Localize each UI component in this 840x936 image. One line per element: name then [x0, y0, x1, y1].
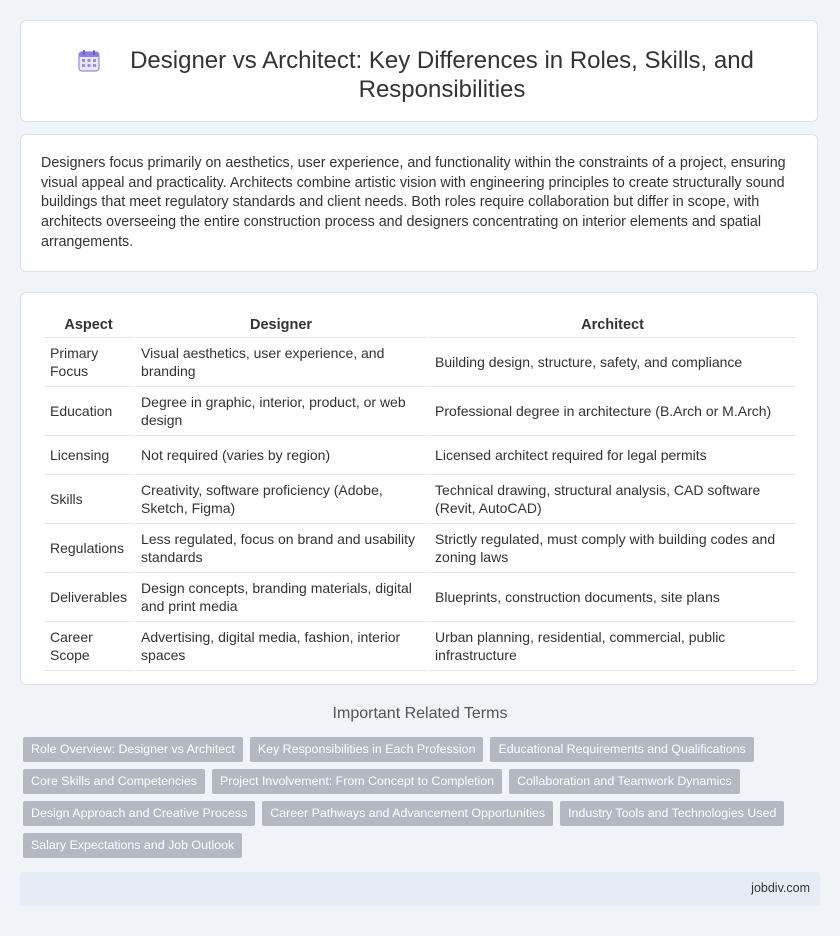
related-tag[interactable]: Career Pathways and Advancement Opportunities	[262, 801, 553, 826]
table-row	[44, 436, 796, 475]
related-terms-title: Important Related Terms	[332, 705, 508, 722]
cell-designer: Visual aesthetics, user experience, and branding	[135, 338, 427, 387]
header-architect: Architect	[429, 313, 796, 338]
related-tag[interactable]: Role Overview: Designer vs Architect	[23, 737, 243, 762]
table-row	[44, 338, 796, 387]
related-tag[interactable]: Project Involvement: From Concept to Completion	[212, 769, 502, 794]
cell-aspect: Skills	[44, 475, 133, 524]
related-tag[interactable]: Educational Requirements and Qualifications	[490, 737, 753, 762]
cell-designer: Degree in graphic, interior, product, or web design	[135, 387, 427, 436]
cell-designer: Less regulated, focus on brand and usability standards	[135, 524, 427, 573]
cell-architect: Licensed architect required for legal permits	[429, 436, 796, 475]
comparison-table	[42, 313, 798, 671]
related-tag[interactable]: Core Skills and Competencies	[23, 769, 205, 794]
cell-architect: Strictly regulated, must comply with building codes and zoning laws	[429, 524, 796, 573]
table-row	[44, 524, 796, 573]
header-card	[20, 20, 818, 122]
table-row	[44, 475, 796, 524]
cell-aspect: Career Scope	[44, 622, 133, 671]
comparison-card	[20, 292, 818, 685]
intro-card	[20, 134, 818, 272]
related-tag[interactable]: Key Responsibilities in Each Profession	[250, 737, 484, 762]
cell-aspect: Primary Focus	[44, 338, 133, 387]
related-tags	[23, 737, 803, 865]
related-tag[interactable]: Salary Expectations and Job Outlook	[23, 833, 242, 858]
cell-aspect: Regulations	[44, 524, 133, 573]
related-tag[interactable]: Industry Tools and Technologies Used	[560, 801, 784, 826]
header-aspect: Aspect	[44, 313, 133, 338]
table-row	[44, 622, 796, 671]
table-row	[44, 573, 796, 622]
table-row	[44, 387, 796, 436]
cell-architect: Urban planning, residential, commercial, public infrastructure	[429, 622, 796, 671]
calendar-grid-icon	[76, 48, 102, 74]
intro-text: Designers focus primarily on aesthetics, user experience, and functionality within the constraints of a project, ensuring visual appeal and practicality. Architects combine artistic vision with engineering principles to create structurally sound buildings that meet regulatory standards and client needs. Both roles require collaboration but differ in scope, with architects overseeing the entire construction process and designers concentrating on interior elements and spatial arrangements.	[41, 155, 786, 250]
header-designer: Designer	[135, 313, 427, 338]
cell-aspect: Deliverables	[44, 573, 133, 622]
cell-architect: Technical drawing, structural analysis, CAD software (Revit, AutoCAD)	[429, 475, 796, 524]
related-tag[interactable]: Design Approach and Creative Process	[23, 801, 255, 826]
cell-aspect: Education	[44, 387, 133, 436]
cell-architect: Professional degree in architecture (B.Arch or M.Arch)	[429, 387, 796, 436]
footer	[20, 872, 820, 906]
cell-designer: Creativity, software proficiency (Adobe, Sketch, Figma)	[135, 475, 427, 524]
cell-architect: Blueprints, construction documents, site plans	[429, 573, 796, 622]
cell-designer: Design concepts, branding materials, digital and print media	[135, 573, 427, 622]
cell-aspect: Licensing	[44, 436, 133, 475]
footer-site-link[interactable]: jobdiv.com	[751, 881, 810, 895]
page-title: Designer vs Architect: Key Differences in Roles, Skills, and Responsibilities	[130, 47, 754, 103]
cell-architect: Building design, structure, safety, and compliance	[429, 338, 796, 387]
cell-designer: Not required (varies by region)	[135, 436, 427, 475]
related-tag[interactable]: Collaboration and Teamwork Dynamics	[509, 769, 740, 794]
cell-designer: Advertising, digital media, fashion, interior spaces	[135, 622, 427, 671]
